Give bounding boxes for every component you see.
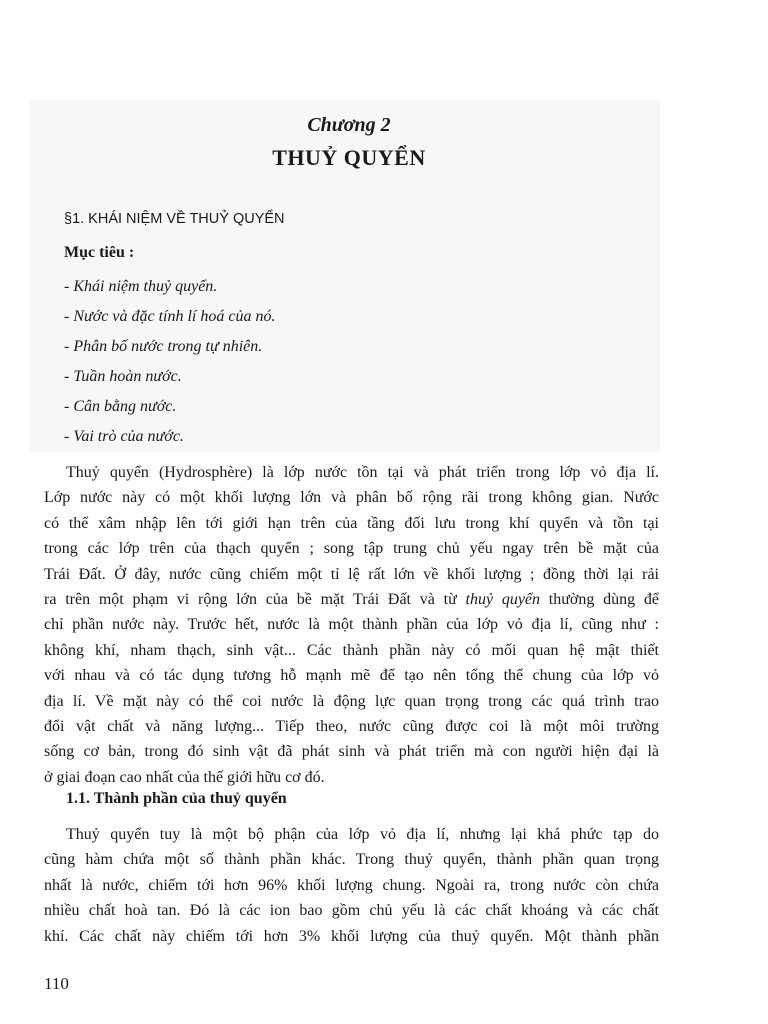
paragraph-line: nhiều chất hoà tan. Đó là các ion bao gồm chủ yếu là các chất khoáng và các chất <box>44 902 659 920</box>
objectives-list <box>64 276 275 456</box>
subsection-heading: 1.1. Thành phần của thuỷ quyển <box>66 790 287 807</box>
chapter-label: Chương 2 <box>307 114 391 136</box>
paragraph-line: địa lí. Về mặt này có thể coi nước là động lực quan trọng trong các quá trình trao <box>44 692 659 710</box>
objective-item: - Tuần hoàn nước. <box>64 368 182 385</box>
paragraph-line: khí. Các chất này chiếm tới hơn 3% khối lượng của thuỷ quyển. Một thành phần <box>44 927 659 945</box>
italic-term: thuỷ quyển <box>465 591 541 609</box>
page-number: 110 <box>44 974 69 993</box>
paragraph-intro <box>44 460 659 790</box>
paragraph-line: Trái Đất. Ở đây, nước cũng chiếm một tỉ lệ rất lớn về khối lượng ; đồng thời lại rải <box>44 565 659 583</box>
paragraph-line: trong các lớp trên của thạch quyển ; song tập trung chủ yếu ngay trên bề mặt của <box>44 540 659 558</box>
paragraph-line: Thuỷ quyển (Hydrosphère) là lớp nước tồn tại và phát triển trong lớp vỏ địa lí. <box>66 464 659 481</box>
chapter-title: THUỶ QUYỂN <box>272 145 426 170</box>
objective-item: - Khái niệm thuỷ quyển. <box>64 278 218 295</box>
objective-item: - Vai trò của nước. <box>64 428 184 445</box>
paragraph-line: sống cơ bản, trong đó sinh vật đã phát sinh và phát triển mà con người hiện đại là <box>44 743 659 761</box>
paragraph-composition <box>44 822 659 949</box>
paragraph-line: với nhau và có tác dụng tương hỗ mạnh mẽ để tạo nên tổng thể chung của lớp vỏ <box>44 667 659 685</box>
paragraph-line: có thể xâm nhập lên tới giới hạn trên của tầng đối lưu trong khí quyển và tồn tại <box>44 514 659 532</box>
line-text: thường dùng để <box>548 591 660 609</box>
paragraph-line-mixed <box>44 587 659 612</box>
paragraph-line: Lớp nước này có một khối lượng lớn và phân bố rộng rãi trong không gian. Nước <box>44 489 659 507</box>
paragraph-line: cũng hàm chứa một số thành phần khác. Trong thuỷ quyển, thành phần quan trọng <box>44 851 659 869</box>
paragraph-line: ở giai đoạn cao nhất của thế giới hữu cơ đó. <box>44 768 325 786</box>
paragraph-line: chỉ phần nước này. Trước hết, nước là một thành phần của lớp vỏ địa lí, cũng như : <box>44 616 659 634</box>
paragraph-line: Thuỷ quyển tuy là một bộ phận của lớp vỏ địa lí, nhưng lại khá phức tạp do <box>66 826 659 843</box>
paragraph-line: không khí, nham thạch, sinh vật... Các thành phần này có mối quan hệ mật thiết <box>44 641 659 659</box>
line-text: ra trên một phạm vi rộng lớn của bề mặt Trái Đất và từ <box>44 591 457 609</box>
objective-item: - Phân bố nước trong tự nhiên. <box>64 338 263 355</box>
objectives-label: Mục tiêu : <box>64 244 135 261</box>
section-heading: §1. KHÁI NIỆM VỀ THUỶ QUYỂN <box>64 211 285 227</box>
paragraph-line: đổi vật chất và năng lượng... Tiếp theo, nước cũng được coi là một môi trường <box>44 718 659 736</box>
objective-item: - Nước và đặc tính lí hoá của nó. <box>64 308 276 325</box>
objective-item: - Cân bằng nước. <box>64 398 177 415</box>
paragraph-line: nhất là nước, chiếm tới hơn 96% khối lượng chung. Ngoài ra, trong nước còn chứa <box>44 876 659 894</box>
